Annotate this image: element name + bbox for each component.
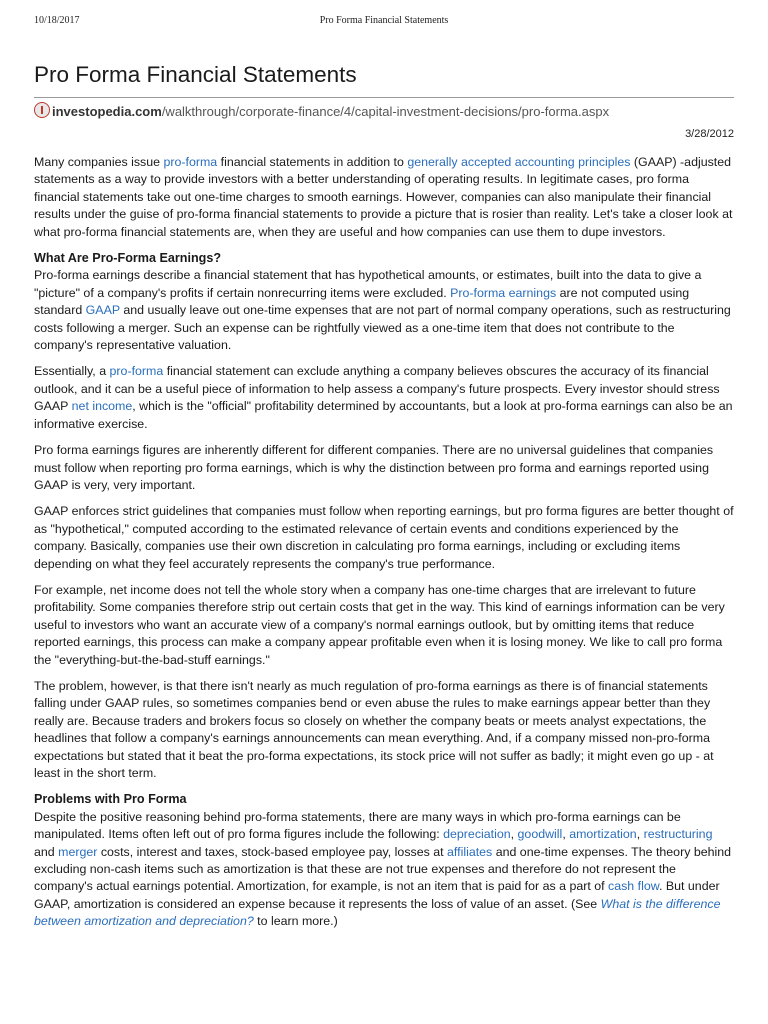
link-depreciation[interactable]: depreciation <box>443 827 511 842</box>
paragraph-essentially <box>34 363 734 433</box>
text: to learn more.) <box>253 914 338 929</box>
text: Many companies issue <box>34 155 164 169</box>
paragraph-intro <box>34 154 734 241</box>
source-path[interactable]: /walkthrough/corporate-finance/4/capital-investment-decisions/pro-forma.aspx <box>161 104 610 119</box>
text: Pro-forma earnings describe a financial statement that has hypothetical amounts, or estimates, built into the data to give a "picture" of a company's profits if certain nonrecurring items were excluded. <box>34 268 702 300</box>
heading-problems-with-pro-forma: Problems with Pro Forma <box>34 792 187 807</box>
link-goodwill[interactable]: goodwill <box>517 827 563 842</box>
text: , <box>510 827 518 842</box>
text: and <box>34 844 59 859</box>
paragraph-gaap-guidelines: GAAP enforces strict guidelines that companies must follow when reporting earnings, but pro forma figures are better thought of as "hypothetical," computed according to the estimated relevance of certain events and conditions experienced by the company. Basically, companies use their own discretion in calculating pro forma earnings, including or excluding items depending on what they feel accurately represents the company's true performance. <box>34 504 734 571</box>
text: Essentially, a <box>34 364 110 379</box>
link-net-income[interactable]: net income <box>71 399 133 414</box>
paragraph-figures-differ: Pro forma earnings figures are inherently different for different companies. There are no universal guidelines that companies must follow when reporting pro forma earnings, which is why the distinction between pro forma and earnings reported using GAAP is very, very important. <box>34 443 714 492</box>
paragraph-definition <box>34 267 734 354</box>
publication-date: 3/28/2012 <box>685 128 734 140</box>
text: Despite the positive reasoning behind pro-forma statements, there are many ways in which pro-forma earnings can be manipulated. Items often left out of pro forma figures include the following: <box>34 809 681 842</box>
article-title: Pro Forma Financial Statements <box>34 62 357 87</box>
text: . But under GAAP, amortization is considered an expense because it represents the loss of value of an asset. (See <box>34 879 720 911</box>
link-pro-forma[interactable]: pro-forma <box>163 155 218 169</box>
link-merger[interactable]: merger <box>58 844 98 859</box>
text: and one-time expenses. The theory behind excluding non-cash items such as amortization is that these are not true expenses and therefore do not represent the company's actual earnings potential. Amortization, for example, is not an item that is paid for as a part of <box>34 844 732 894</box>
text: costs, interest and taxes, stock-based employee pay, losses at <box>97 844 448 859</box>
link-pro-forma[interactable]: pro-forma <box>109 364 164 379</box>
link-gaap[interactable]: GAAP <box>85 303 120 318</box>
source-domain[interactable]: investopedia.com <box>52 104 162 119</box>
text: financial statement can exclude anything a company believes obscures the accuracy of its financial outlook, and it can be a useful piece of information to help assess a company's future prospects. Every investor should stress GAAP <box>34 364 720 414</box>
text: , <box>562 827 570 842</box>
text: financial statements in addition to <box>217 155 408 169</box>
paragraph-problem: The problem, however, is that there isn't nearly as much regulation of pro-forma earnings as there is of financial statements falling under GAAP rules, so sometimes companies bend or even abuse the rules to make earnings appear better than they really are. Because traders and brokers focus so closely on whether the company beats or meets analyst expectations, the headlines that follow a company's earnings announcements can mean everything. And, if a company missed non-pro-forma expectations but stated that it beat the pro-forma expectations, its stock price will not suffer as badly; it might even go up - at least in the short term. <box>34 678 714 780</box>
text: are not computed using standard <box>34 285 690 318</box>
text: , which is the "official" profitability determined by accountants, but a look at pro-forma earnings can also be an informative exercise. <box>34 399 733 431</box>
text: and usually leave out one-time expenses that are not part of normal company operations, such as restructuring costs following a merger. Such an expense can be rightfully viewed as a one-time item that does not contribute to the company's representative valuation. <box>34 303 731 353</box>
heading-what-are-pro-forma-earnings: What Are Pro-Forma Earnings? <box>34 251 222 266</box>
article-body <box>34 154 734 940</box>
investopedia-logo-icon <box>34 102 50 118</box>
title-divider <box>34 97 734 98</box>
paragraph-manipulation <box>34 809 734 931</box>
text: (GAAP) -adjusted statements as a way to provide investors with a better understanding of operating results. In legitimate cases, pro forma financial statements take out one-time charges to smooth earnings. However, companies can also manipulate their financial results under the guise of pro-forma financial statements to provide a picture that is rosier than reality. Let's take a closer look at what pro-forma financial statements are, when they are useful and how companies can use them to dupe investors. <box>34 155 733 239</box>
text: , <box>636 827 644 842</box>
link-amortization-vs-depreciation[interactable]: What is the difference between amortization and depreciation? <box>34 896 721 929</box>
paragraph-example: For example, net income does not tell the whole story when a company has one-time charges that are irrelevant to future profitability. Some companies therefore strip out certain costs that get in the way. This kind of earnings information can be very useful to investors who want an accurate view of a company's normal earnings outlook, but by omitting items that reduce reported earnings, this process can make a company appear profitable even when it is losing money. We like to call pro forma the "everything-but-the-bad-stuff earnings." <box>34 582 725 667</box>
link-amortization[interactable]: amortization <box>569 827 637 842</box>
link-affiliates[interactable]: affiliates <box>447 844 493 859</box>
link-gaap-principles[interactable]: generally accepted accounting principles <box>407 155 631 169</box>
print-date: 10/18/2017 <box>34 15 80 26</box>
source-line <box>34 102 609 119</box>
print-header <box>34 15 734 29</box>
print-title: Pro Forma Financial Statements <box>319 15 449 26</box>
link-cash-flow[interactable]: cash flow <box>608 879 659 894</box>
link-pro-forma-earnings[interactable]: Pro-forma earnings <box>450 285 557 300</box>
link-restructuring[interactable]: restructuring <box>643 827 713 842</box>
